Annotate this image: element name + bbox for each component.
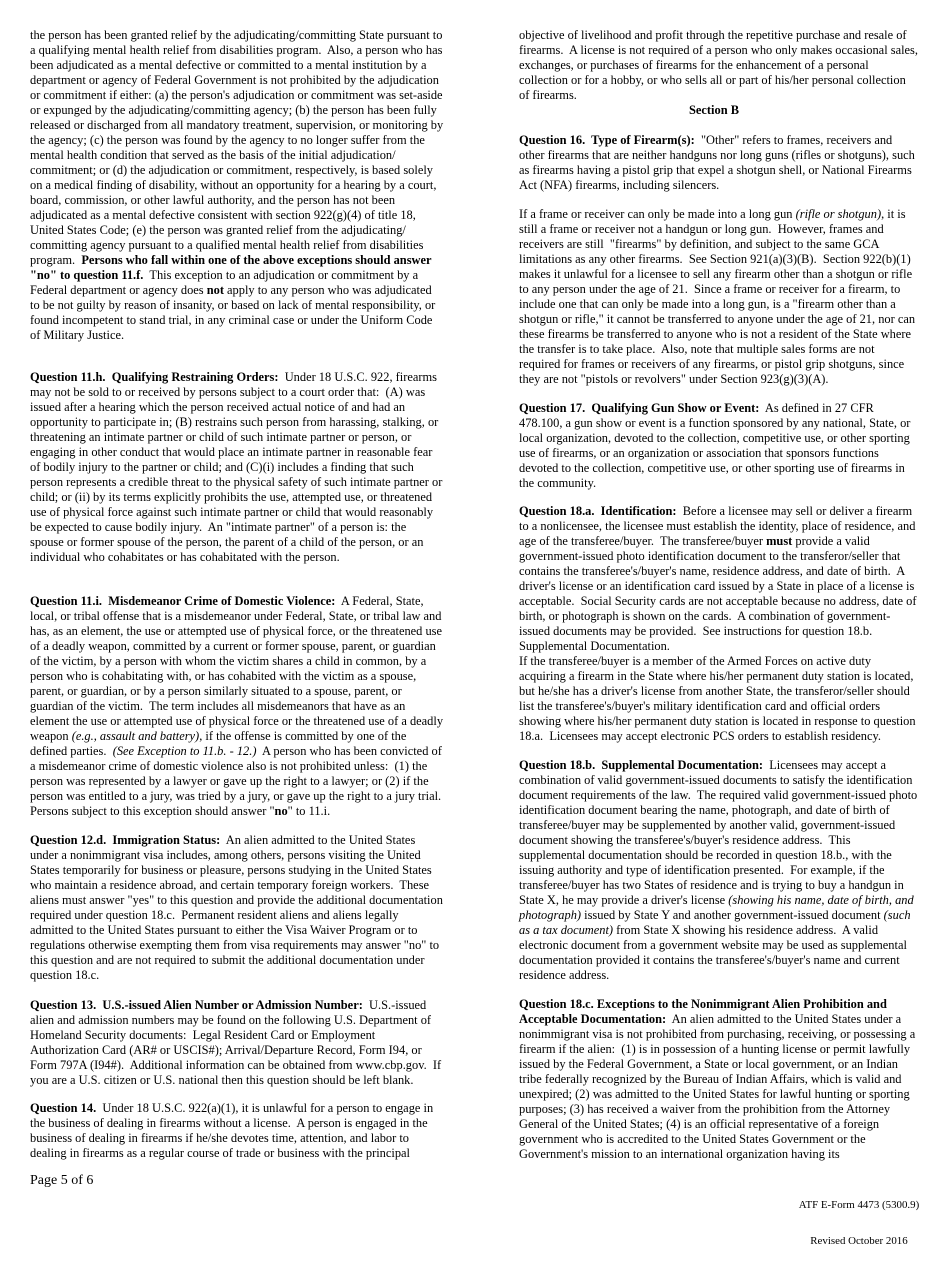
text-run: Federal department or agency does <box>30 283 207 297</box>
text-line: admitted to the United States pursuant to either the Visa Waiver Program or to <box>30 923 418 937</box>
text-line: tribe federally recognized by the Bureau of Indian Affairs, which is valid and <box>519 1072 902 1086</box>
text-run: "Other" refers to frames, receivers and <box>694 133 893 147</box>
text-line <box>30 833 450 848</box>
text-run: " to 11.i. <box>287 804 331 818</box>
text-line: Supplemental Documentation. <box>519 639 670 653</box>
text-run: A person who has been convicted of <box>256 744 442 758</box>
text-run: , it is <box>881 207 906 221</box>
text-line <box>30 998 450 1013</box>
text-run: apply to any person who was adjudicated <box>223 283 432 297</box>
bold-text: Question 11.i. Misdemeanor Crime of Domestic Violence: <box>30 594 336 608</box>
text-line: still a frame or receiver not a handgun or long gun. However, frames and <box>519 222 884 236</box>
text-line: driver's license or an identification card issued by a State in place of a license is <box>519 579 915 593</box>
text-line: commitment; or (d) the adjudication or commitment, respectively, is based solely <box>30 163 433 177</box>
text-line: spouse or former spouse of the person, the parent of a child of the person, or an <box>30 535 424 549</box>
text-line: 478.100, a gun show or event is a function sponsored by any national, State, or <box>519 416 911 430</box>
text-line: a misdemeanor crime of domestic violence also is not prohibited unless: (1) the <box>30 759 428 773</box>
question-17-paragraph <box>519 401 924 491</box>
bold-text: Question 12.d. Immigration Status: <box>30 833 221 847</box>
text-run: Licensees may accept a <box>763 758 886 772</box>
text-line: the person has been granted relief by the adjudicating/committing State pursuant to <box>30 28 443 42</box>
text-line: individual who cohabitates or has cohabitated with the person. <box>30 550 340 564</box>
text-run: from State X showing his residence address. A valid <box>613 923 879 937</box>
italic-text: (such <box>883 908 911 922</box>
text-line: a qualifying mental health relief from disabilities program. Also, a person who has <box>30 43 443 57</box>
text-line: list the transferee's/buyer's military identification card and official orders <box>519 699 881 713</box>
text-run: This exception to an adjudication or commitment by a <box>143 268 419 282</box>
text-line: department or agency of Federal Government is not prohibited by the adjudication <box>30 73 439 87</box>
text-line: government who is accredited to the United States Government or the <box>519 1132 866 1146</box>
text-line: local, or tribal offense that is a misdemeanor under Federal, State, or tribal law and <box>30 609 442 623</box>
text-line: document showing the transferee's/buyer's residence address. This <box>519 833 851 847</box>
text-line <box>519 504 924 519</box>
text-line: United States Code; (e) the person was granted relief from the adjudicating/ <box>30 223 406 237</box>
text-line <box>30 1101 450 1116</box>
text-line: the transfer is to take place. Also, note that multiple sales forms are not <box>519 342 875 356</box>
text-line: document requirements of the law. The required valid government-issued photo <box>519 788 918 802</box>
question-13-paragraph <box>30 998 450 1088</box>
text-line: collection or for a hobby, or who sells all or part of his/her personal collection <box>519 73 906 87</box>
text-line <box>30 370 450 385</box>
text-line: to any person under the age of 21. Since a frame or receiver for a firearm, to <box>519 282 901 296</box>
text-line: on a medical finding of disability, without an opportunity for a hearing by a court, <box>30 178 437 192</box>
text-line: nonimmigrant visa is not prohibited from purchasing, receiving, or possessing a <box>519 1027 916 1041</box>
text-line: committing agency pursuant to a qualified mental health relief from disabilities <box>30 238 424 252</box>
bold-text: no <box>274 804 288 818</box>
text-line: the business of dealing in firearms without a license. A person is engaged in the <box>30 1116 428 1130</box>
bold-text: not <box>206 283 224 297</box>
text-line: threatening an intimate partner or child of such intimate partner or person, or <box>30 430 412 444</box>
text-line: If the transferee/buyer is a member of the Armed Forces on active duty <box>519 654 872 668</box>
text-line: purposes; (3) has received a waiver from the prohibition from the Attorney <box>519 1102 891 1116</box>
text-line: required for frames or receivers of any firearms, or pistol grip shotguns, since <box>519 357 905 371</box>
text-line: has, as an element, the use or attempted use of physical force, or the threatened use <box>30 624 443 638</box>
text-line: combination of valid government-issued documents to satisfy the identification <box>519 773 913 787</box>
text-line: of bodily injury to the partner or child; and (C)(i) includes a finding that such <box>30 460 414 474</box>
text-run: provide a valid <box>792 534 870 548</box>
text-line: released or discharged from all mandatory treatment, supervision, or monitoring by <box>30 118 444 132</box>
text-line: Homeland Security documents: Legal Resident Card or Employment <box>30 1028 376 1042</box>
italic-text: photograph) <box>519 908 582 922</box>
text-run: State X, he may provide a driver's license <box>519 893 729 907</box>
text-line: you are a U.S. citizen or U.S. national then this question should be left blank. <box>30 1073 414 1087</box>
text-line: but he/she has a driver's license from another State, the transferor/seller should <box>519 684 910 698</box>
question-11h-paragraph <box>30 370 450 565</box>
text-line: electronic document from a government website may be used as supplemental <box>519 938 907 952</box>
text-line: to a nonlicensee, the licensee must establish the identity, place of residence, and <box>519 519 916 533</box>
text-line: required under question 18.c. Permanent resident aliens and aliens legally <box>30 908 399 922</box>
text-line <box>519 1012 924 1027</box>
text-line: adjudicated as a mental defective consistent with section 922(g)(4) of title 18, <box>30 208 416 222</box>
question-11i-paragraph <box>30 594 450 819</box>
text-line: supplemental documentation should be recorded in question 18.b., with the <box>519 848 892 862</box>
text-run: U.S.-issued <box>362 998 427 1012</box>
text-line: other firearms that are neither handguns nor long guns (rifles or shotguns), such <box>519 148 915 162</box>
form-identifier-block <box>790 1175 928 1271</box>
text-line: receivers are still "firearms" by definition, and subject to the same GCA <box>519 237 880 251</box>
text-line: Act (NFA) firearms, including silencers. <box>519 178 720 192</box>
italic-text: (See Exception to 11.b. - 12.) <box>112 744 257 758</box>
text-run: Persons subject to this exception should answer " <box>30 804 275 818</box>
text-line: Government's mission to an international organization having its <box>519 1147 840 1161</box>
text-line: person was represented by a lawyer or gave up the right to a lawyer; or (2) if the <box>30 774 429 788</box>
text-line: issued documents may be provided. See instructions for question 18.b. <box>519 624 873 638</box>
italic-text: as a tax document) <box>519 923 614 937</box>
text-line: unexpired; (2) was admitted to the United States for lawful hunting or sporting <box>519 1087 910 1101</box>
text-line: this question and are not required to submit the additional documentation under <box>30 953 425 967</box>
text-line: showing where his/her permanent duty station is located in response to question <box>519 714 916 728</box>
text-run: An alien admitted to the United States <box>220 833 416 847</box>
text-line: been adjudicated as a mental defective or committed to a mental institution by a <box>30 58 427 72</box>
text-line <box>519 923 924 938</box>
text-line: issuing authority and type of identification presented. For example, if the <box>519 863 885 877</box>
text-line: dealing in firearms as a regular course of trade or business with the principal <box>30 1146 410 1160</box>
text-line: makes it unlawful for a licensee to sell any firearm other than a shotgun or rifle <box>519 267 913 281</box>
frames-receivers-paragraph <box>519 207 924 387</box>
page-number: Page 5 of 6 <box>30 1173 94 1188</box>
text-line <box>519 997 924 1012</box>
text-line: alien and admission numbers may be found on the following U.S. Department of <box>30 1013 432 1027</box>
text-line: board, commission, or other lawful authority, and the person has not been <box>30 193 396 207</box>
text-line: parent, or guardian, or by a person similarly situated to a spouse, parent, or <box>30 684 402 698</box>
text-run: defined parties. <box>30 744 113 758</box>
revision-date: Revised October 2016 <box>810 1235 908 1247</box>
text-line: under a nonimmigrant visa includes, among others, persons visiting the United <box>30 848 421 862</box>
text-line: found incompetent to stand trial, in any criminal case or under the Uniform Code <box>30 313 433 327</box>
text-line: of firearms. <box>519 88 577 102</box>
text-line: limitations as any other firearms. See Section 921(a)(3)(B). Section 922(b)(1) <box>519 252 911 266</box>
text-line: firearms. A license is not required of a person who only makes occasional sales, <box>519 43 918 57</box>
text-line: government-issued photo identification document to the transferor/seller that <box>519 549 901 563</box>
text-line: business of dealing in firearms if he/she devotes time, attention, and labor to <box>30 1131 409 1145</box>
text-line: identification document bearing the name, photograph, and date of birth of <box>519 803 890 817</box>
italic-text: (rifle or shotgun) <box>795 207 882 221</box>
question-16-paragraph <box>519 133 924 193</box>
text-line: person represents a credible threat to the physical safety of such intimate partner or <box>30 475 443 489</box>
text-run: program. <box>30 253 82 267</box>
text-line: birth, or photograph is shown on the cards. A combination of government- <box>519 609 891 623</box>
bold-text: Question 17. Qualifying Gun Show or Event: <box>519 401 760 415</box>
text-line <box>519 908 924 923</box>
text-line: local organization, devoted to the collection, competitive use, or other sporting <box>519 431 910 445</box>
italic-text: (showing his name, date of birth, and <box>728 893 914 907</box>
text-line <box>30 268 450 283</box>
text-line: mental health condition that served as the basis of the initial adjudication/ <box>30 148 396 162</box>
text-line: acquiring a firearm in the State where his/her permanent duty station is located, <box>519 669 914 683</box>
text-line: General of the United States; (4) is an official representative of a foreign <box>519 1117 880 1131</box>
text-line: child; or (ii) by its terms explicitly prohibits the use, attempted use, or threatened <box>30 490 433 504</box>
text-line <box>30 594 450 609</box>
text-run: weapon <box>30 729 72 743</box>
text-line: guardian of the victim. The term includes all misdemeanors that have as an <box>30 699 406 713</box>
bold-text: Question 16. Type of Firearm(s): <box>519 133 695 147</box>
text-line: Authorization Card (AR# or USCIS#); Arrival/Departure Record, Form I94, or <box>30 1043 422 1057</box>
bold-text: "no" to question 11.f. <box>30 268 144 282</box>
text-line <box>30 283 450 298</box>
text-run: A Federal, State, <box>335 594 424 608</box>
text-line: shotgun or rifle," it cannot be transferred to anyone under the age of 21, nor can <box>519 312 916 326</box>
text-line: exchanges, or purchases of firearms for the enhancement of a personal <box>519 58 869 72</box>
text-line: issued by the Federal Government, a State or local government, or an Indian <box>519 1057 898 1071</box>
text-line <box>519 133 924 148</box>
bold-text: Persons who fall within one of the above exceptions should answer <box>81 253 432 267</box>
text-run: If a frame or receiver can only be made into a long gun <box>519 207 796 221</box>
question-11f-exceptions-paragraph <box>30 28 450 343</box>
text-line: States temporarily for business or pleasure, persons studying in the United States <box>30 863 432 877</box>
text-line <box>519 207 924 222</box>
text-line: who maintain a residence abroad, and certain temporary foreign workers. These <box>30 878 430 892</box>
text-line: to be not guilty by reason of insanity, or based on lack of mental responsibility, or <box>30 298 436 312</box>
section-b-heading: Section B <box>689 103 739 117</box>
text-run: Under 18 U.S.C. 922(a)(1), it is unlawful for a person to engage in <box>96 1101 434 1115</box>
text-run: issued by State Y and another government-issued document <box>581 908 884 922</box>
text-line: person was entitled to a jury, was tried by a jury, or gave up the right to a jury trial. <box>30 789 442 803</box>
text-line: element the use or attempted use of physical force or the threatened use of a deadly <box>30 714 444 728</box>
text-line: the community. <box>519 476 597 490</box>
text-line: contains the transferee's/buyer's name, residence address, and date of birth. A <box>519 564 906 578</box>
text-line: transferee/buyer may be supplemented by another valid, government-issued <box>519 818 896 832</box>
bold-text: Question 14. <box>30 1101 97 1115</box>
text-line: they are not "pistols or revolvers" under Section 923(g)(3)(A). <box>519 372 829 386</box>
text-line <box>30 253 450 268</box>
text-line: documentation provided it contains the transferee's/buyer's name and current <box>519 953 900 967</box>
text-line: issued after a hearing which the person received actual notice of and had an <box>30 400 406 414</box>
question-14-paragraph <box>30 1101 450 1161</box>
text-line: these firearms be transferred to anyone who is not a resident of the State where <box>519 327 912 341</box>
text-line: of a deadly weapon, committed by a current or former spouse, parent, or guardian <box>30 639 436 653</box>
bold-text: must <box>766 534 793 548</box>
text-line: firearm if the alien: (1) is in possession of a hunting license or permit lawfully <box>519 1042 911 1056</box>
bold-text: Question 13. U.S.-issued Alien Number or Admission Number: <box>30 998 363 1012</box>
italic-text: (e.g., assault and battery) <box>71 729 200 743</box>
text-line: the agency; (c) the person was found by the agency to no longer suffer from the <box>30 133 425 147</box>
text-line: use of firearms, or an organization or association that sponsors functions <box>519 446 879 460</box>
text-line: person who is cohabitating with, or has cohabited with the victim as a spouse, <box>30 669 417 683</box>
bold-text: Question 18.c. Exceptions to the Nonimmigrant Alien Prohibition and <box>519 997 887 1011</box>
text-line: use of physical force against such intimate partner or child that would reasonably <box>30 505 434 519</box>
text-line <box>519 401 924 416</box>
text-line: include one that can only be made into a long gun, is a "firearm other than a <box>519 297 896 311</box>
text-line: question 18.c. <box>30 968 100 982</box>
text-line <box>30 729 450 744</box>
text-line <box>519 893 924 908</box>
text-line: regulations otherwise exempting them from visa requirements may answer "no" to <box>30 938 440 952</box>
text-line: or expunged by the adjudicating/committing agency; (b) the person has been fully <box>30 103 437 117</box>
text-line: Form 797A (I94#). Additional information can be obtained from www.cbp.gov. If <box>30 1058 442 1072</box>
text-line: aliens must answer "yes" to this question and provide the additional documentation <box>30 893 443 907</box>
text-run: An alien admitted to the United States under a <box>666 1012 902 1026</box>
text-line <box>519 758 924 773</box>
text-line: acceptable. Social Security cards are not acceptable because no address, date of <box>519 594 917 608</box>
text-line: be expected to cause bodily injury. An "intimate partner" of a person is: the <box>30 520 407 534</box>
question-14-continuation-paragraph <box>519 28 924 103</box>
text-line: 18.a. Licensees may accept electronic PCS orders to establish residency. <box>519 729 881 743</box>
text-line: of the victim, by a person with whom the victim shares a child in common, by a <box>30 654 427 668</box>
text-run: Before a licensee may sell or deliver a firearm <box>676 504 913 518</box>
text-line: objective of livelihood and profit through the repetitive purchase and resale of <box>519 28 907 42</box>
bold-text: Acceptable Documentation: <box>519 1012 667 1026</box>
text-line: transferee/buyer has two States of residence and is trying to buy a handgun in <box>519 878 904 892</box>
text-run: Under 18 U.S.C. 922, firearms <box>278 370 438 384</box>
question-18c-paragraph <box>519 997 924 1162</box>
question-18b-paragraph <box>519 758 924 983</box>
form-number: ATF E-Form 4473 (5300.9) <box>798 1199 920 1211</box>
text-line: devoted to the collection, competitive use, or other sporting use of firearms in <box>519 461 905 475</box>
text-run: As defined in 27 CFR <box>759 401 874 415</box>
text-line: opportunity to participate in; (B) restrains such person from harassing, stalking, or <box>30 415 439 429</box>
text-line: may not be sold to or received by persons subject to a court order that: (A) was <box>30 385 426 399</box>
question-18a-paragraph <box>519 504 924 744</box>
text-line: as firearms having a pistol grip that expel a shotgun shell, or National Firearms <box>519 163 912 177</box>
text-line: or commitment if either: (a) the person's adjudication or commitment was set-aside <box>30 88 443 102</box>
bold-text: Question 18.b. Supplemental Documentation: <box>519 758 764 772</box>
text-run: age of the transferee/buyer. The transferee/buyer <box>519 534 767 548</box>
text-line: of Military Justice. <box>30 328 125 342</box>
text-line <box>30 804 450 819</box>
bold-text: Question 18.a. Identification: <box>519 504 677 518</box>
text-line <box>30 744 450 759</box>
text-line: residence address. <box>519 968 610 982</box>
text-line <box>519 534 924 549</box>
text-line: engaging in other conduct that would place an intimate partner in reasonable fear <box>30 445 433 459</box>
bold-text: Question 11.h. Qualifying Restraining Orders: <box>30 370 279 384</box>
question-12d-paragraph <box>30 833 450 983</box>
text-run: , if the offense is committed by one of the <box>199 729 407 743</box>
